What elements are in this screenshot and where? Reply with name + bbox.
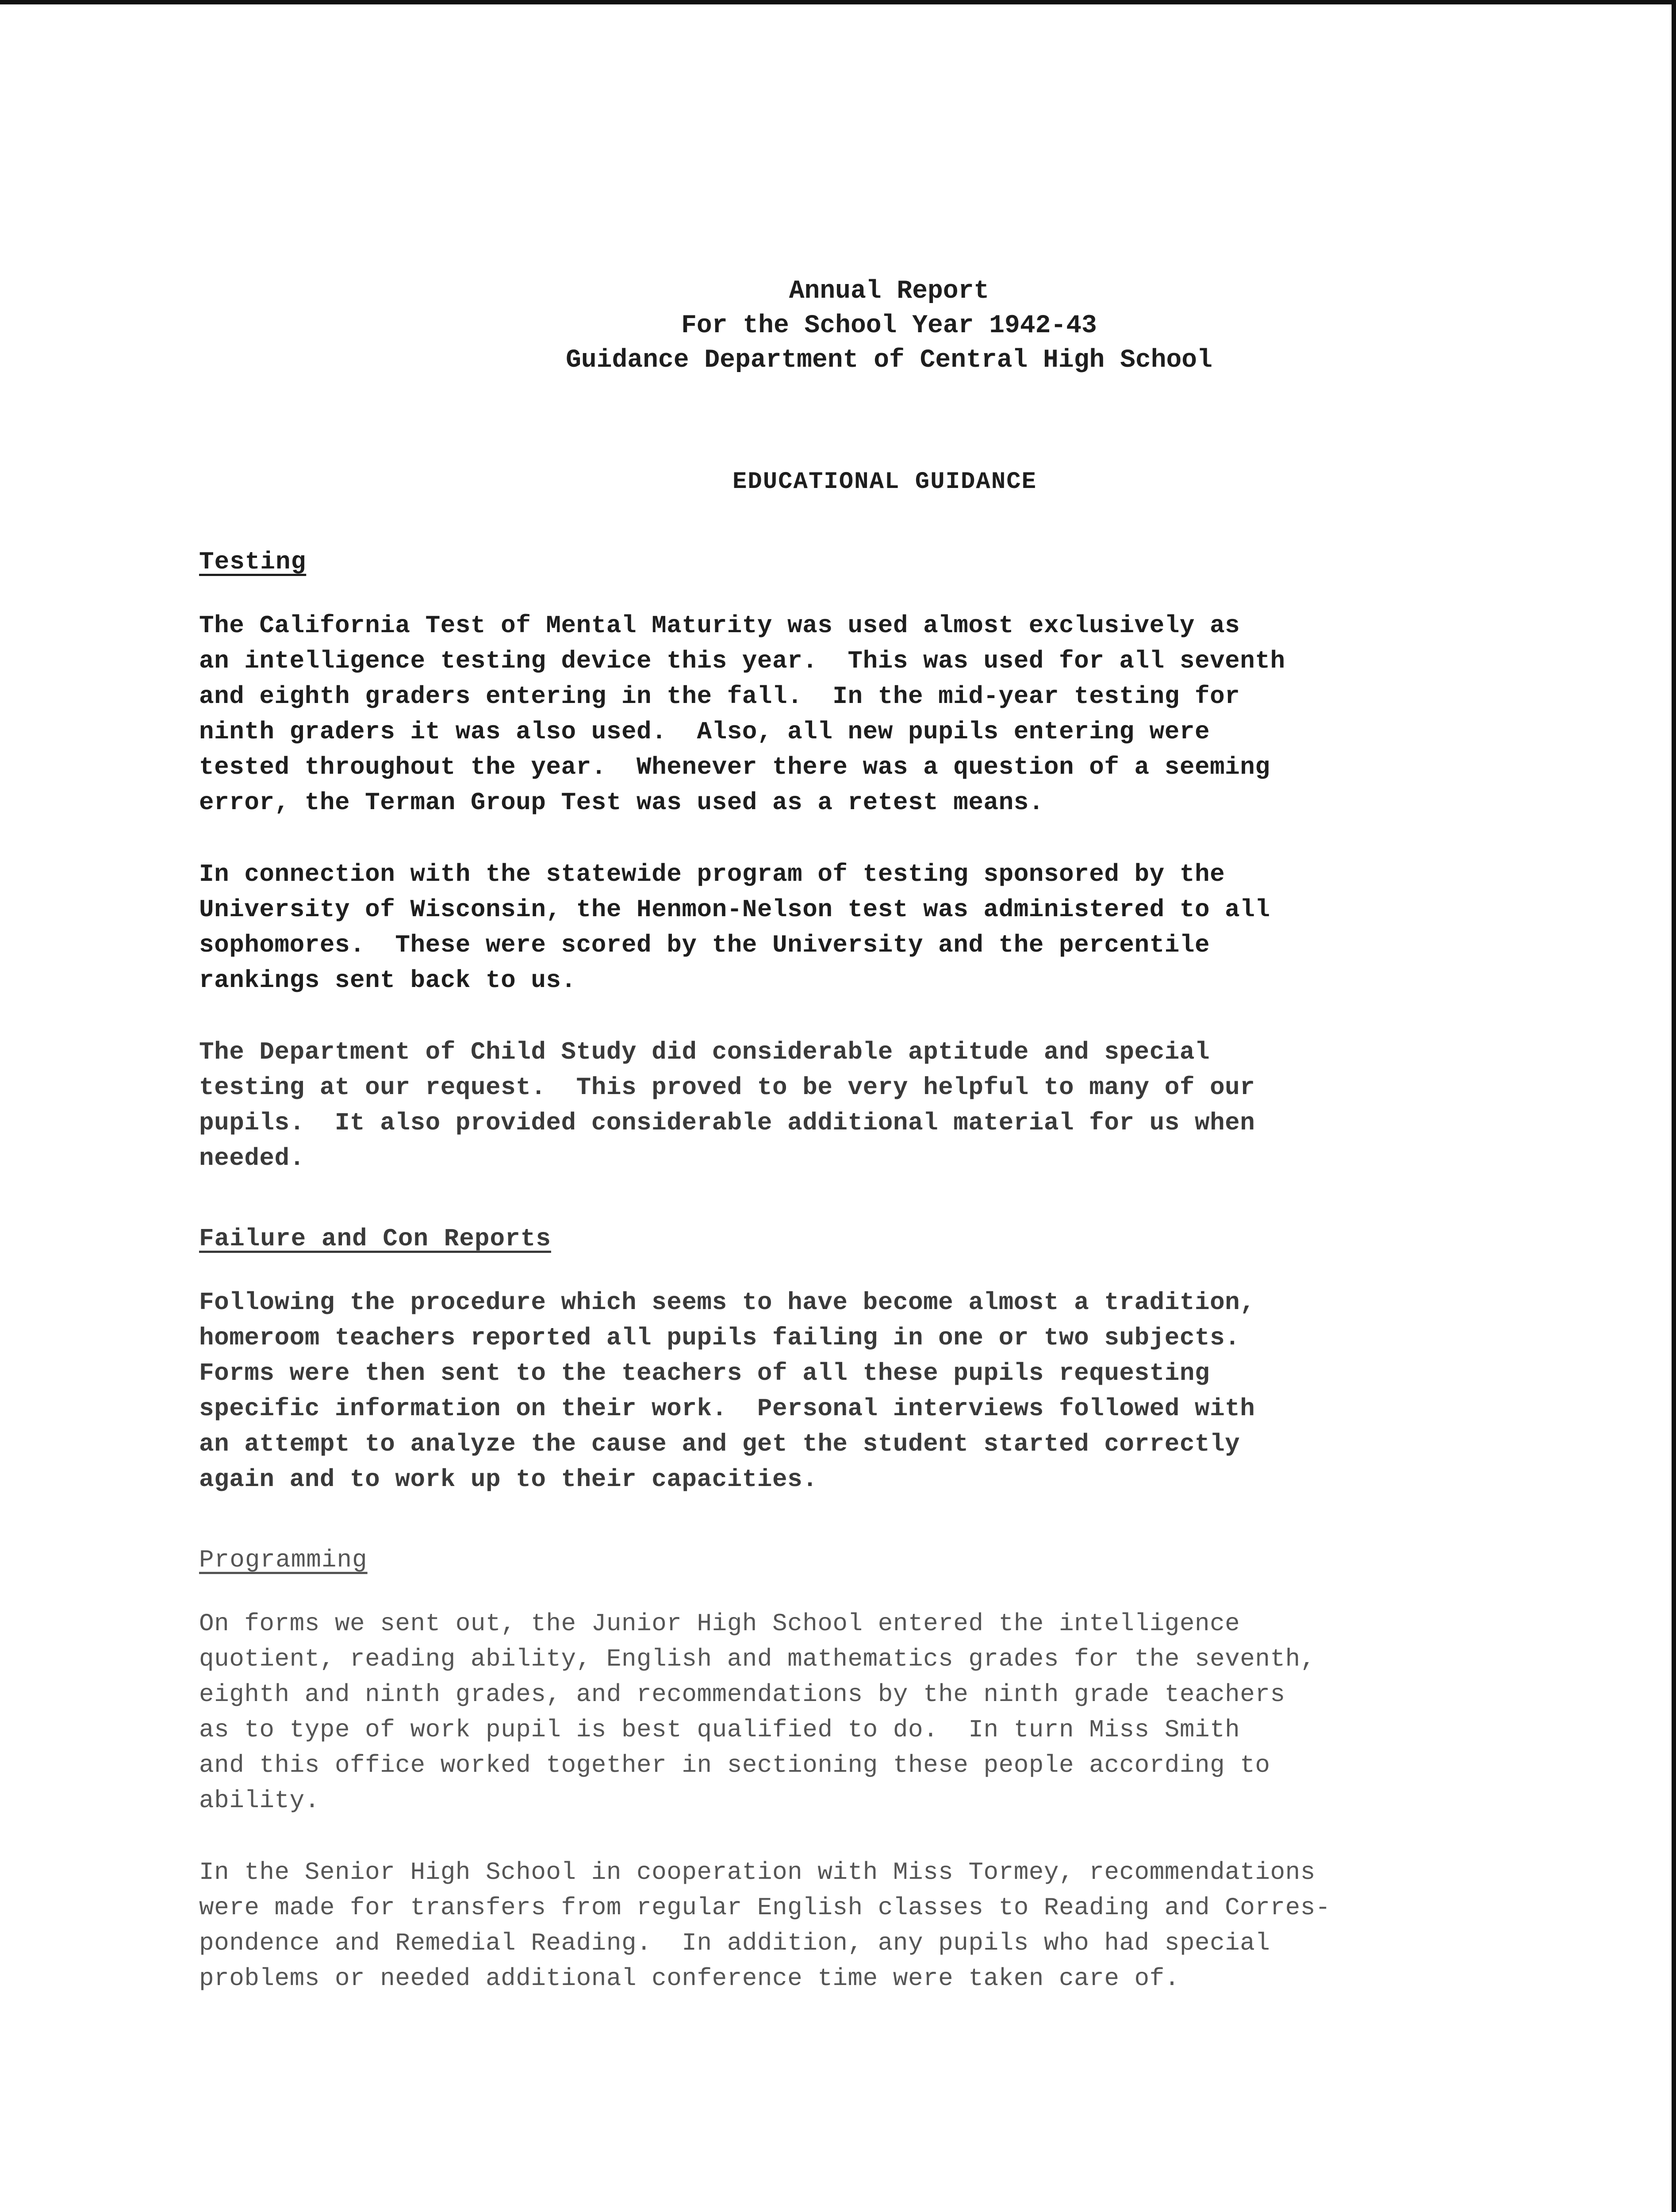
- testing-heading: Testing: [199, 548, 307, 576]
- report-school-year: For the School Year 1942-43: [681, 311, 1097, 340]
- text-line: problems or needed additional conference time were taken care of.: [199, 1964, 1180, 1993]
- document-page: [199, 274, 1508, 2032]
- text-line: an intelligence testing device this year. This was used for all seventh: [199, 647, 1285, 675]
- text-line: an attempt to analyze the cause and get the student started correctly: [199, 1430, 1240, 1458]
- report-department: Guidance Department of Central High School: [566, 346, 1212, 375]
- scan-border-top: [0, 0, 1676, 4]
- report-header: [270, 274, 1508, 378]
- text-line: and this office worked together in sectioning these people according to: [199, 1751, 1270, 1779]
- text-line: Following the procedure which seems to have become almost a tradition,: [199, 1288, 1255, 1317]
- text-line: needed.: [199, 1144, 305, 1172]
- failure-reports-paragraph: [199, 1285, 1508, 1497]
- text-line: rankings sent back to us.: [199, 966, 576, 995]
- text-line: again and to work up to their capacities.: [199, 1465, 818, 1494]
- text-line: tested throughout the year. Whenever there was a question of a seeming: [199, 753, 1270, 781]
- text-line: In connection with the statewide program of testing sponsored by the: [199, 860, 1225, 888]
- text-line: homeroom teachers reported all pupils failing in one or two subjects.: [199, 1324, 1240, 1352]
- text-line: specific information on their work. Personal interviews followed with: [199, 1394, 1255, 1423]
- text-line: testing at our request. This proved to be very helpful to many of our: [199, 1073, 1255, 1102]
- report-title: Annual Report: [789, 277, 989, 306]
- text-line: eighth and ninth grades, and recommendations by the ninth grade teachers: [199, 1680, 1285, 1709]
- section-title: EDUCATIONAL GUIDANCE: [732, 469, 1037, 495]
- testing-paragraph-3: [199, 1034, 1508, 1176]
- text-line: pupils. It also provided considerable additional material for us when: [199, 1109, 1255, 1137]
- text-line: ability.: [199, 1786, 320, 1815]
- scan-border-right: [1672, 0, 1676, 2212]
- text-line: The Department of Child Study did considerable aptitude and special: [199, 1038, 1210, 1066]
- text-line: pondence and Remedial Reading. In addition, any pupils who had special: [199, 1929, 1270, 1957]
- text-line: error, the Terman Group Test was used as a retest means.: [199, 788, 1044, 817]
- text-line: Forms were then sent to the teachers of all these pupils requesting: [199, 1359, 1210, 1387]
- text-line: University of Wisconsin, the Henmon-Nelson test was administered to all: [199, 895, 1270, 924]
- programming-paragraph-1: [199, 1606, 1508, 1818]
- text-line: On forms we sent out, the Junior High School entered the intelligence: [199, 1609, 1240, 1638]
- programming-paragraph-2: [199, 1855, 1508, 1996]
- text-line: In the Senior High School in cooperation with Miss Tormey, recommendations: [199, 1858, 1315, 1886]
- programming-heading: Programming: [199, 1546, 368, 1574]
- text-line: quotient, reading ability, English and mathematics grades for the seventh,: [199, 1645, 1315, 1673]
- text-line: and eighth graders entering in the fall. In the mid-year testing for: [199, 682, 1240, 710]
- text-line: ninth graders it was also used. Also, all new pupils entering were: [199, 718, 1210, 746]
- failure-reports-heading: Failure and Con Reports: [199, 1225, 551, 1253]
- text-line: The California Test of Mental Maturity was used almost exclusively as: [199, 611, 1240, 640]
- testing-paragraph-1: [199, 608, 1508, 820]
- text-line: were made for transfers from regular English classes to Reading and Corres-: [199, 1893, 1331, 1922]
- testing-paragraph-2: [199, 856, 1508, 998]
- text-line: as to type of work pupil is best qualified to do. In turn Miss Smith: [199, 1716, 1240, 1744]
- text-line: sophomores. These were scored by the University and the percentile: [199, 931, 1210, 959]
